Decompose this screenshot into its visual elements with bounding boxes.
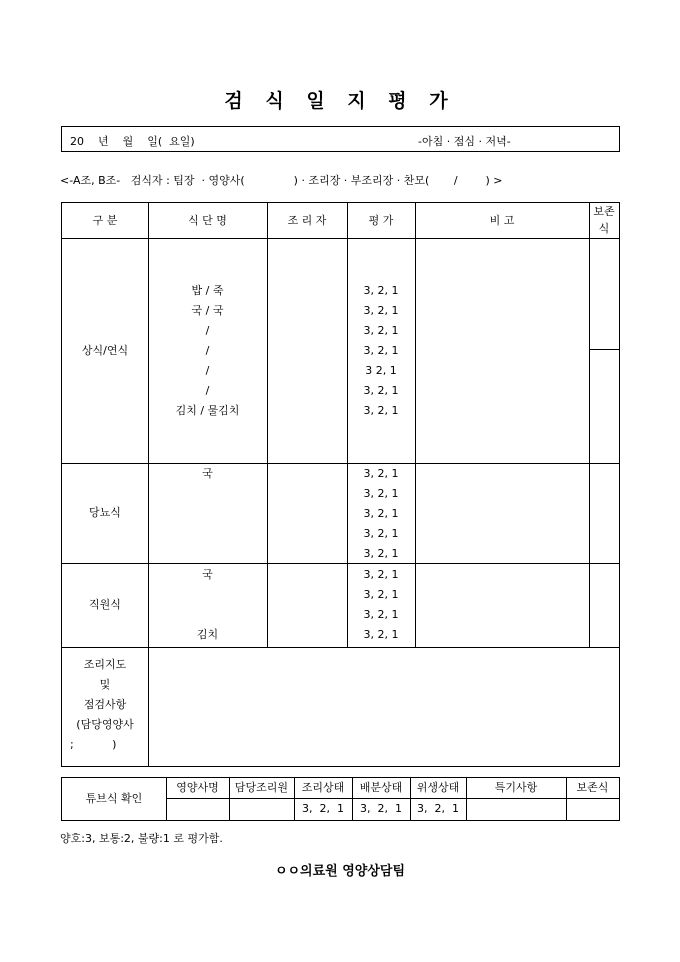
section-label-diabetic: 당뇨식 bbox=[89, 506, 121, 519]
row-divider bbox=[589, 349, 619, 350]
menu-item: 국 bbox=[202, 467, 213, 480]
rating-option[interactable]: 3, 2, 1 bbox=[363, 304, 399, 317]
menu-item: / bbox=[205, 364, 210, 377]
guidance-label-line: 및 bbox=[99, 678, 111, 691]
rating-option[interactable]: 3 2, 1 bbox=[365, 364, 397, 377]
rating-list-regular bbox=[347, 281, 415, 421]
header-preserve bbox=[589, 203, 619, 237]
menu-item: 국 / 국 bbox=[191, 304, 224, 317]
rating-list-diabetic bbox=[347, 464, 415, 564]
menu-item: 김치 / 물김치 bbox=[175, 404, 240, 417]
header-special-notes: 특기사항 bbox=[494, 781, 538, 794]
rating-option[interactable]: 3, 2, 1 bbox=[363, 527, 399, 540]
header-cook-in-charge: 담당조리원 bbox=[234, 781, 289, 794]
menu-item: 국 bbox=[202, 568, 213, 581]
rating-option[interactable]: 3, 2, 1 bbox=[363, 547, 399, 560]
guidance-label-line: (담당영양사 bbox=[76, 718, 134, 731]
tube-feed-confirm-table bbox=[61, 777, 620, 821]
row-divider bbox=[62, 463, 619, 464]
rating-option[interactable]: 3, 2, 1 bbox=[363, 404, 399, 417]
rating-option[interactable]: 3, 2, 1 bbox=[363, 384, 399, 397]
rating-option[interactable]: 3, 2, 1 bbox=[363, 467, 399, 480]
meal-time-field: -아침 · 점심 · 저녁- bbox=[418, 135, 511, 148]
rating-legend-note: 양호:3, 보통:2, 불량:1 로 평가함. bbox=[60, 832, 223, 845]
guidance-label bbox=[62, 655, 148, 755]
menu-list-regular bbox=[148, 281, 267, 421]
inspector-line: <-A조, B조- 검식자 : 팀장 · 영양사( ) · 조리장 · 부조리장 · 찬모( / ) > bbox=[60, 174, 503, 187]
rating-option[interactable]: 3, 2, 1 bbox=[363, 628, 399, 641]
header-category: 구 분 bbox=[92, 214, 118, 227]
rating-option[interactable]: 3, 2, 1 bbox=[363, 344, 399, 357]
guidance-notes-area[interactable] bbox=[149, 648, 619, 766]
rating-option[interactable]: 3, 2, 1 bbox=[363, 608, 399, 621]
evaluation-table bbox=[61, 202, 620, 767]
guidance-label-line: 조리지도 bbox=[83, 658, 127, 671]
rating-option[interactable]: 3, 2, 1 bbox=[363, 507, 399, 520]
rating-option[interactable]: 3, 2, 1 bbox=[363, 324, 399, 337]
header-cook: 조 리 자 bbox=[287, 214, 327, 227]
menu-item: 김치 bbox=[196, 628, 219, 641]
header-preserved-food: 보존식 bbox=[576, 781, 609, 794]
rating-option[interactable]: 3, 2, 1 bbox=[363, 487, 399, 500]
tube-feed-label: 튜브식 확인 bbox=[85, 792, 143, 805]
menu-list-diabetic bbox=[148, 464, 267, 484]
hygiene-status-rating[interactable]: 3, 2, 1 bbox=[417, 802, 459, 815]
guidance-label-line: ; ) bbox=[70, 738, 117, 751]
section-label-regular: 상식/연식 bbox=[81, 344, 129, 357]
section-label-staff: 직원식 bbox=[89, 598, 121, 611]
header-hygiene-status: 위생상태 bbox=[416, 781, 460, 794]
menu-item: / bbox=[205, 344, 210, 357]
rating-option[interactable]: 3, 2, 1 bbox=[363, 284, 399, 297]
row-divider bbox=[62, 563, 619, 564]
header-distribution-status: 배분상태 bbox=[359, 781, 403, 794]
rating-list-staff bbox=[347, 565, 415, 645]
header-menu: 식 단 명 bbox=[188, 214, 227, 227]
guidance-label-line: 점검사항 bbox=[83, 698, 127, 711]
col-divider bbox=[267, 203, 268, 647]
col-divider bbox=[589, 203, 590, 647]
rating-option[interactable]: 3, 2, 1 bbox=[363, 588, 399, 601]
date-field: 20 년 월 일( 요일) bbox=[70, 135, 195, 148]
menu-item: / bbox=[205, 384, 210, 397]
date-box bbox=[61, 126, 620, 152]
row-divider bbox=[62, 238, 619, 239]
menu-item: / bbox=[205, 324, 210, 337]
distribution-status-rating[interactable]: 3, 2, 1 bbox=[360, 802, 402, 815]
page-title: 검 식 일 지 평 가 bbox=[224, 90, 456, 112]
header-preserve-line1: 보존 bbox=[593, 205, 615, 218]
header-remarks: 비 고 bbox=[489, 214, 515, 227]
footer-organization: ㅇㅇ의료원 영양상담팀 bbox=[274, 864, 406, 879]
header-cooking-status: 조리상태 bbox=[301, 781, 345, 794]
col-divider bbox=[415, 203, 416, 647]
rating-option[interactable]: 3, 2, 1 bbox=[363, 568, 399, 581]
menu-item: 밥 / 죽 bbox=[191, 284, 224, 297]
header-preserve-line2: 식 bbox=[598, 222, 610, 235]
cooking-status-rating[interactable]: 3, 2, 1 bbox=[302, 802, 344, 815]
header-dietitian-name: 영양사명 bbox=[176, 781, 219, 794]
header-rating: 평 가 bbox=[368, 214, 394, 227]
